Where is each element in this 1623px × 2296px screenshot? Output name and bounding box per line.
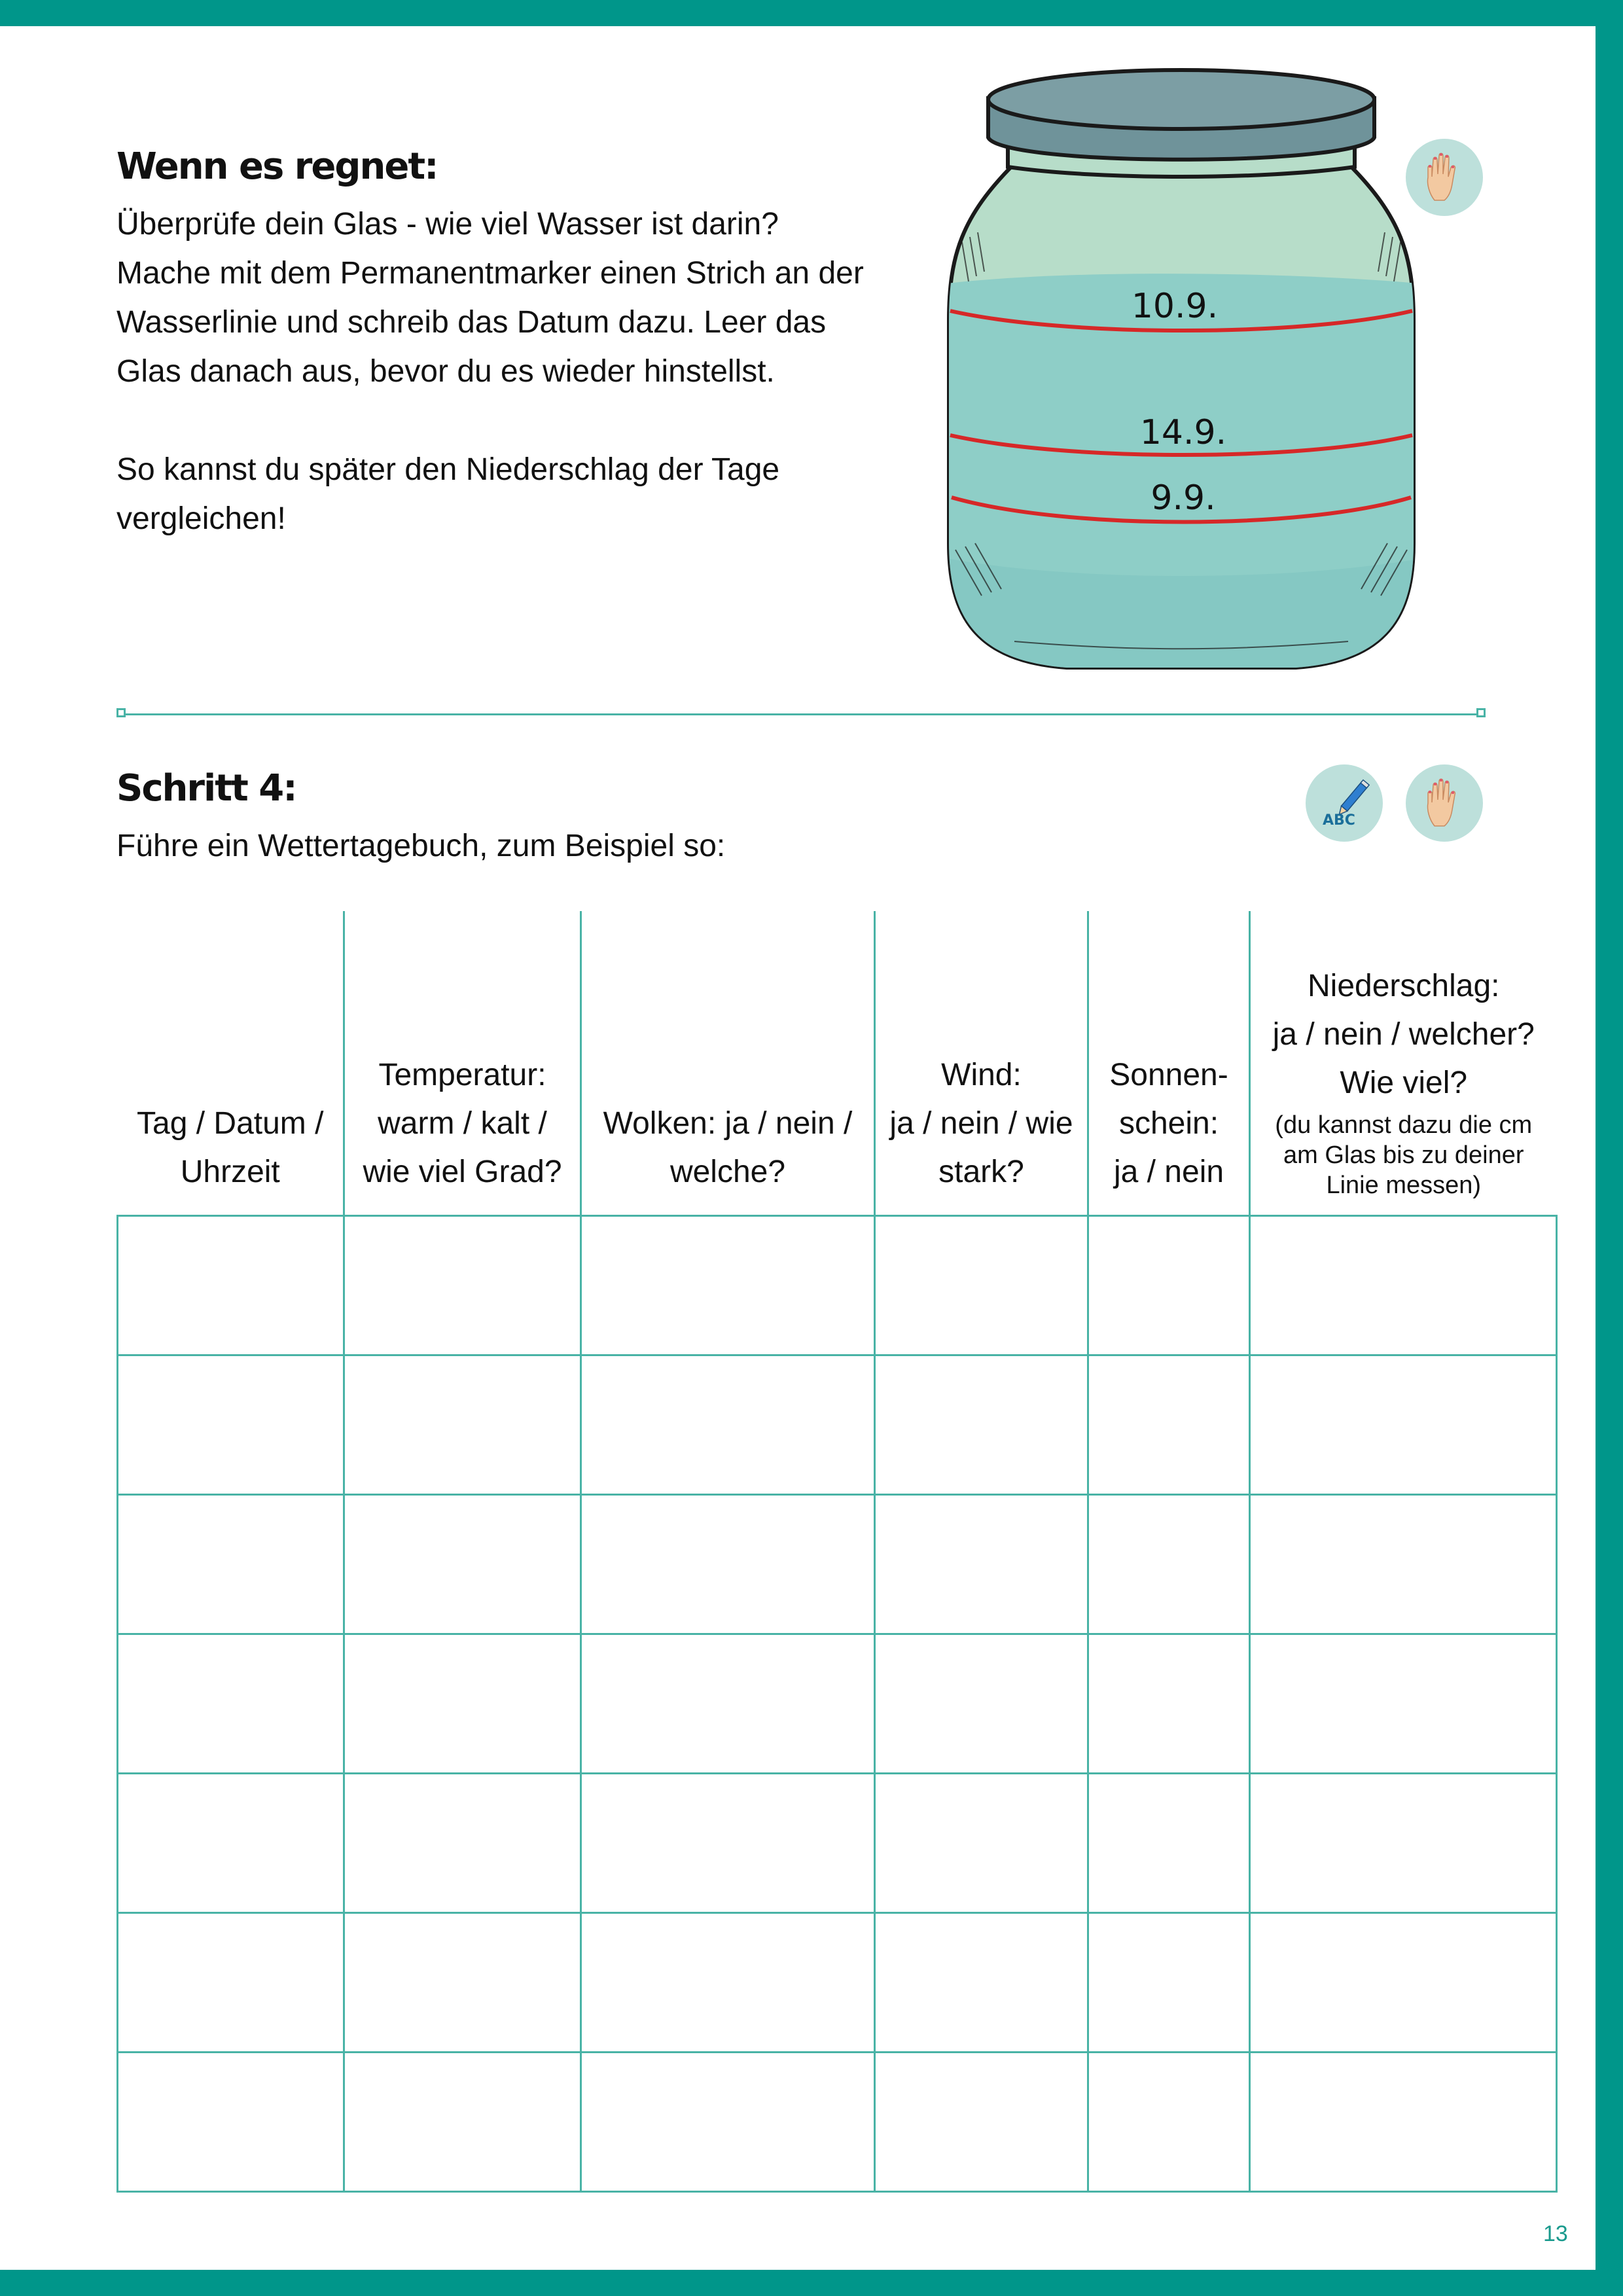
jar-mark-label-1: 10.9. — [1131, 287, 1219, 326]
table-cell[interactable] — [875, 1495, 1088, 1634]
table-cell[interactable] — [581, 1634, 875, 1774]
rain-paragraph-2: So kannst du später den Niederschlag der Tage vergleichen! — [116, 452, 780, 536]
table-cell[interactable] — [344, 2053, 581, 2192]
table-row — [118, 1355, 1557, 1495]
table-cell[interactable] — [1088, 1634, 1250, 1774]
table-cell[interactable] — [1088, 1355, 1250, 1495]
table-cell[interactable] — [581, 1495, 875, 1634]
table-row — [118, 1216, 1557, 1355]
table-cell[interactable] — [875, 1355, 1088, 1495]
page-frame-right — [1596, 0, 1623, 2296]
header-wind: Wind: ja / nein / wie stark? — [875, 911, 1088, 1216]
pencil-abc-icon — [1306, 764, 1383, 842]
table-cell[interactable] — [1250, 1774, 1557, 1913]
rain-paragraph-1: Überprüfe dein Glas - wie viel Wasser ist darin? Mache mit dem Permanentmarker einen Strich an der Wasserlinie und schreib das Datum dazu. Leer das Glas danach aus, bevor du es wieder hinstellst. — [116, 207, 864, 389]
jar-illustration — [936, 59, 1427, 687]
precipitation-note: (du kannst dazu die cm am Glas bis zu deiner Linie messen) — [1275, 1111, 1533, 1199]
table-cell[interactable] — [118, 2053, 344, 2192]
table-cell[interactable] — [875, 1774, 1088, 1913]
table-row — [118, 1913, 1557, 2053]
table-cell[interactable] — [118, 1355, 344, 1495]
rain-heading: Wenn es regnet: — [116, 145, 438, 188]
jar-mark-label-3: 9.9. — [1150, 478, 1216, 518]
table-cell[interactable] — [581, 1355, 875, 1495]
weather-diary-table — [116, 911, 1558, 2193]
table-cell[interactable] — [1250, 1495, 1557, 1634]
table-header-row — [118, 911, 1557, 1216]
jar-lid — [988, 70, 1374, 160]
header-precipitation: Niederschlag: ja / nein / welcher? Wie viel? (du kannst dazu die cm am Glas bis zu deiner Linie messen) — [1250, 911, 1557, 1216]
table-cell[interactable] — [875, 2053, 1088, 2192]
table-row — [118, 2053, 1557, 2192]
table-cell[interactable] — [118, 1913, 344, 2053]
hand-icon — [1406, 764, 1483, 842]
step4-heading: Schritt 4: — [116, 767, 296, 810]
page-frame-top — [0, 0, 1623, 26]
page-frame-bottom — [0, 2270, 1623, 2296]
table-cell[interactable] — [344, 1913, 581, 2053]
table-cell[interactable] — [875, 1216, 1088, 1355]
table-cell[interactable] — [344, 1216, 581, 1355]
table-cell[interactable] — [1250, 2053, 1557, 2192]
table-row — [118, 1634, 1557, 1774]
header-sunshine: Sonnen- schein: ja / nein — [1088, 911, 1250, 1216]
page-number: 13 — [1543, 2221, 1568, 2246]
table-cell[interactable] — [1250, 1355, 1557, 1495]
table-cell[interactable] — [118, 1774, 344, 1913]
table-cell[interactable] — [1250, 1216, 1557, 1355]
hand-icon — [1406, 139, 1483, 216]
rain-instructions — [116, 200, 869, 543]
table-row — [118, 1495, 1557, 1634]
table-cell[interactable] — [1088, 2053, 1250, 2192]
table-cell[interactable] — [1088, 1774, 1250, 1913]
abc-label: ABC — [1323, 812, 1355, 829]
table-cell[interactable] — [118, 1216, 344, 1355]
table-cell[interactable] — [875, 1913, 1088, 2053]
table-cell[interactable] — [581, 1774, 875, 1913]
table-cell[interactable] — [581, 2053, 875, 2192]
header-clouds: Wolken: ja / nein / welche? — [581, 911, 875, 1216]
table-cell[interactable] — [344, 1634, 581, 1774]
table-cell[interactable] — [1250, 1913, 1557, 2053]
table-cell[interactable] — [875, 1634, 1088, 1774]
table-cell[interactable] — [1088, 1216, 1250, 1355]
table-cell[interactable] — [118, 1634, 344, 1774]
table-cell[interactable] — [344, 1355, 581, 1495]
header-temperature: Temperatur: warm / kalt / wie viel Grad? — [344, 911, 581, 1216]
table-cell[interactable] — [118, 1495, 344, 1634]
table-cell[interactable] — [1088, 1913, 1250, 2053]
table-cell[interactable] — [1250, 1634, 1557, 1774]
table-cell[interactable] — [581, 1913, 875, 2053]
table-cell[interactable] — [1088, 1495, 1250, 1634]
section-divider — [116, 708, 1486, 721]
table-cell[interactable] — [581, 1216, 875, 1355]
jar-mark-label-2: 14.9. — [1139, 413, 1227, 452]
step4-subtext: Führe ein Wettertagebuch, zum Beispiel so: — [116, 829, 726, 863]
header-day-date-time: Tag / Datum / Uhrzeit — [118, 911, 344, 1216]
table-cell[interactable] — [344, 1774, 581, 1913]
table-cell[interactable] — [344, 1495, 581, 1634]
table-row — [118, 1774, 1557, 1913]
